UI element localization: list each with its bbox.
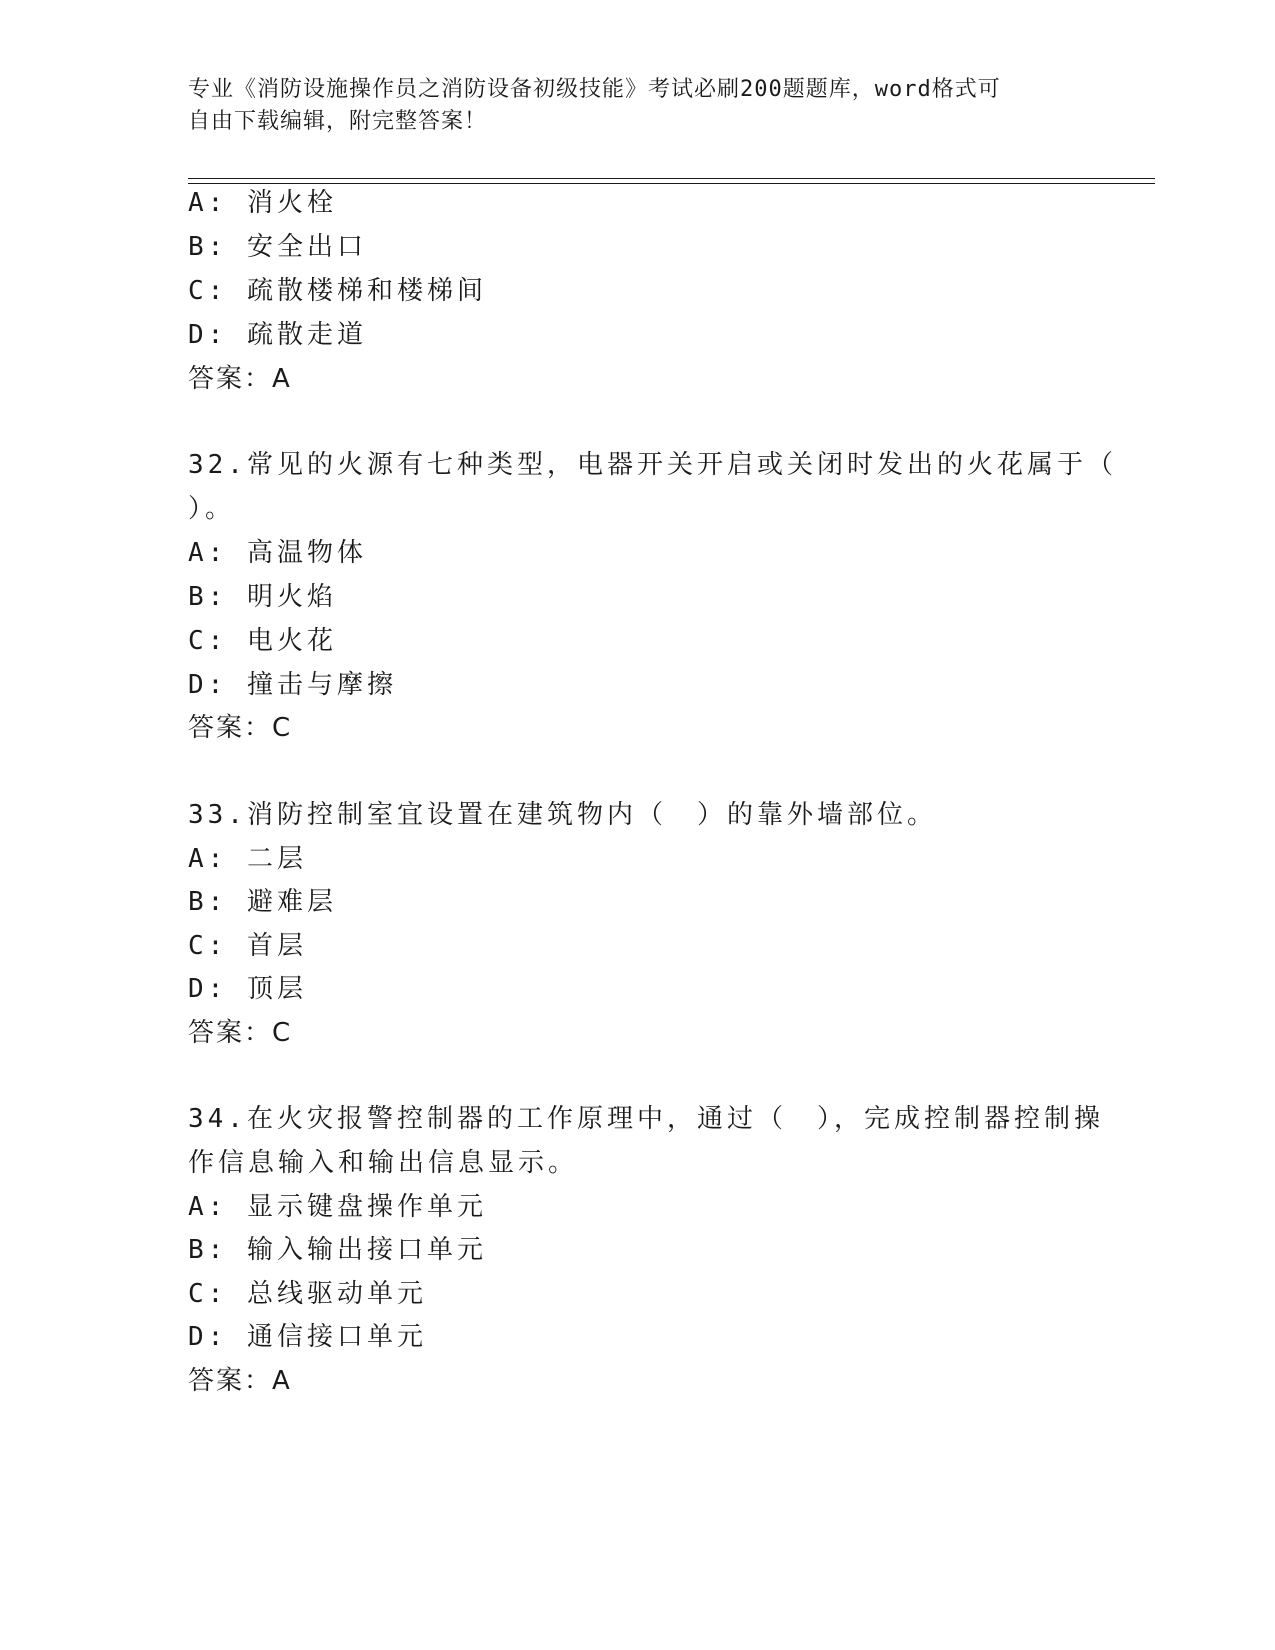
option-d: D: 通信接口单元 <box>188 1322 427 1352</box>
question-32-stem: 32.常见的火源有七种类型，电器开关开启或关闭时发出的火花属于（ <box>188 450 1117 480</box>
answer-label: 答案：A <box>188 364 292 394</box>
option-d: D: 顶层 <box>188 974 307 1004</box>
question-34-stem-continued: 作信息输入和输出信息显示。 <box>188 1148 579 1178</box>
option-c: C: 疏散楼梯和楼梯间 <box>188 276 487 306</box>
option-c: C: 首层 <box>188 931 307 961</box>
answer-label: 答案：A <box>188 1366 292 1396</box>
option-a: A: 二层 <box>188 844 307 874</box>
answer-label: 答案：C <box>188 1018 293 1048</box>
header-title-line-2: 自由下载编辑，附完整答案！ <box>188 109 488 134</box>
option-b: B: 输入输出接口单元 <box>188 1235 487 1265</box>
question-32-stem-continued: ）。 <box>188 494 236 524</box>
question-34-stem: 34.在火灾报警控制器的工作原理中，通过（ ），完成控制器控制操 <box>188 1104 1104 1134</box>
question-33-stem: 33.消防控制室宜设置在建筑物内（ ）的靠外墙部位。 <box>188 800 937 830</box>
option-d: D: 撞击与摩擦 <box>188 670 397 700</box>
option-a: A: 显示键盘操作单元 <box>188 1192 487 1222</box>
header-title-line-1: 专业《消防设施操作员之消防设备初级技能》考试必刷200题题库，word格式可 <box>188 77 1001 102</box>
option-a: A: 高温物体 <box>188 538 367 568</box>
option-d: D: 疏散走道 <box>188 320 367 350</box>
answer-label: 答案：C <box>188 713 293 743</box>
option-b: B: 安全出口 <box>188 232 367 262</box>
option-a: A: 消火栓 <box>188 188 337 218</box>
option-c: C: 电火花 <box>188 626 337 656</box>
header-divider <box>188 178 1155 184</box>
option-c: C: 总线驱动单元 <box>188 1279 427 1309</box>
document-header <box>188 74 1088 138</box>
option-b: B: 避难层 <box>188 887 337 917</box>
option-b: B: 明火焰 <box>188 582 337 612</box>
